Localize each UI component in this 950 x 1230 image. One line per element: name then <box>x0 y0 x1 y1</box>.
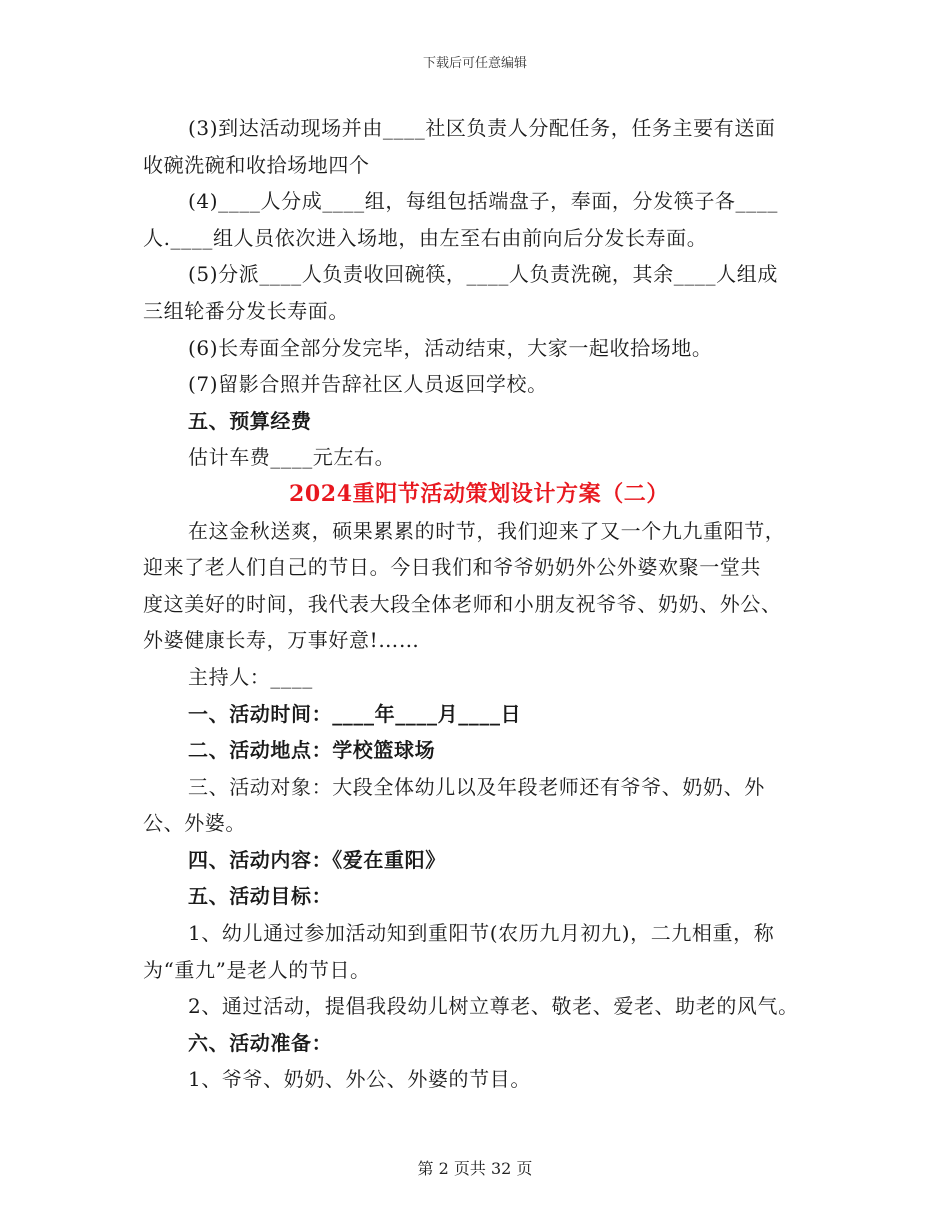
section-heading: 四、活动内容：《爱在重阳》 <box>188 847 446 872</box>
paragraph-line: 主持人：____ <box>188 664 313 689</box>
section-title: 2024重阳节活动策划设计方案（二） <box>288 480 670 507</box>
section-heading: 二、活动地点：学校篮球场 <box>188 738 436 763</box>
section-heading: 一、活动时间：____年____月____日 <box>188 701 522 726</box>
paragraph-line: 在这金秋送爽，硕果累累的时节，我们迎来了又一个九九重阳节， <box>188 518 786 543</box>
paragraph-line: (6)长寿面全部分发完毕，活动结束，大家一起收拾场地。 <box>188 335 713 360</box>
section-heading: 五、预算经费 <box>188 408 312 433</box>
paragraph-line: 为“重九”是老人的节日。 <box>143 957 371 982</box>
paragraph-line: 度这美好的时间，我代表大段全体老师和小朋友祝爷爷、奶奶、外公、 <box>143 591 782 616</box>
page-footer: 第 2 页共 32 页 <box>417 1159 533 1178</box>
paragraph-line: 迎来了老人们自己的节日。今日我们和爷爷奶奶外公外婆欢聚一堂共 <box>143 555 761 580</box>
paragraph-line: 人.____组人员依次进入场地，由左至右由前向后分发长寿面。 <box>143 225 708 250</box>
page-header: 下载后可任意编辑 <box>422 56 527 71</box>
paragraph-line: (4)____人分成____组，每组包括端盘子，奉面，分发筷子各____ <box>188 189 778 214</box>
document-body <box>143 110 815 1098</box>
paragraph-line: 估计车费____元左右。 <box>188 445 396 470</box>
paragraph-line: (7)留影合照并告辞社区人员返回学校。 <box>188 372 548 397</box>
paragraph-line: 三组轮番分发长寿面。 <box>143 298 349 323</box>
paragraph-line: 三、活动对象：大段全体幼儿以及年段老师还有爷爷、奶奶、外 <box>188 774 765 799</box>
section-heading: 六、活动准备： <box>188 1030 333 1055</box>
paragraph-line: (5)分派____人负责收回碗筷，____人负责洗碗，其余____人组成 <box>188 262 778 287</box>
paragraph-line: 公、外婆。 <box>143 811 246 836</box>
paragraph-line: 1、爷爷、奶奶、外公、外婆的节目。 <box>188 1067 531 1092</box>
paragraph-line: (3)到达活动现场并由____社区负责人分配任务，任务主要有送面 <box>188 116 776 140</box>
section-heading: 五、活动目标： <box>188 884 333 909</box>
paragraph-line: 外婆健康长寿，万事好意!…… <box>143 628 420 653</box>
paragraph-line: 收碗洗碗和收拾场地四个 <box>143 152 370 177</box>
paragraph-line: 2、通过活动，提倡我段幼儿树立尊老、敬老、爱老、助老的风气。 <box>188 994 799 1019</box>
paragraph-line: 1、幼儿通过参加活动知到重阳节(农历九月初九)，二九相重，称 <box>188 921 775 946</box>
